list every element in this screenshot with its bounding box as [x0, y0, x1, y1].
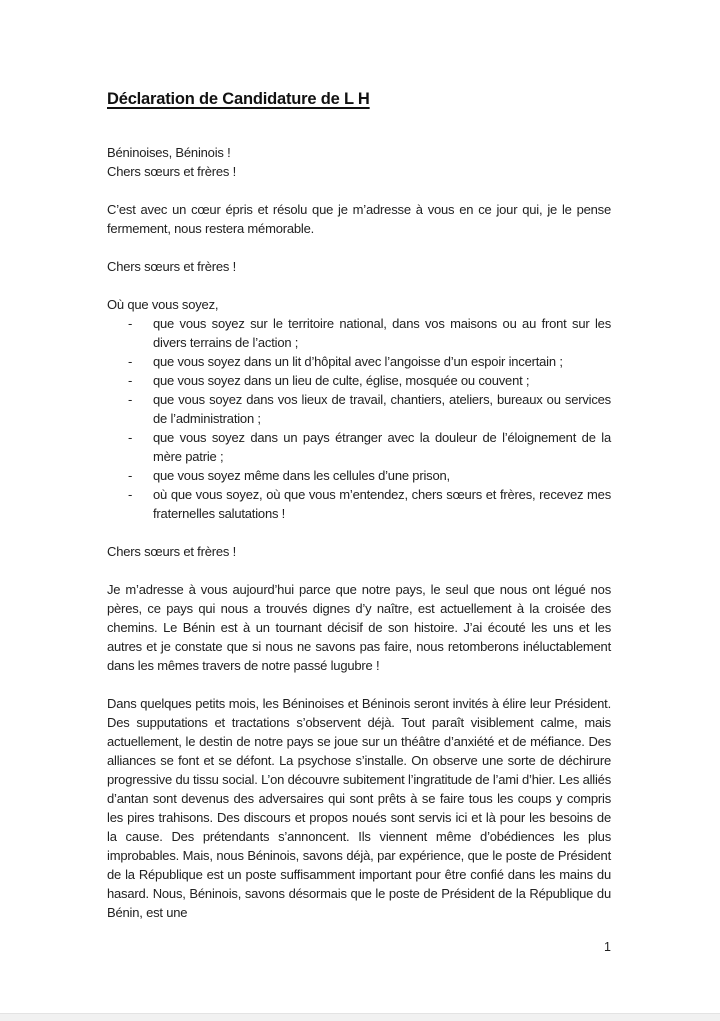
bullet-dash-icon: - — [128, 373, 133, 388]
bullet-item-text: que vous soyez dans un lieu de culte, église, mosquée ou couvent ; — [153, 373, 530, 388]
bullet-dash-icon: - — [128, 392, 133, 407]
document-content — [107, 0, 611, 922]
salutation-line: Béninoises, Béninois ! — [107, 145, 231, 160]
bullet-item — [107, 371, 611, 390]
bullet-item — [107, 352, 611, 371]
paragraph-elections: Dans quelques petits mois, les Béninoises et Béninois seront invités à élire leur Président. Des supputations et tractations s’observent déjà. Tout paraît visiblement calme, mais actuellement, le destin de notre pays se joue sur un théâtre d’anxiété et de méfiance. Des alliances se font et se défont. La psychose s’installe. On observe une sorte de déchirure progressive du tissu social. L’on découvre subitement l’ingratitude de l’ami d’hier. Les alliés d’antan sont devenus des adversaires qui sont prêts à se faire tous les coups y compris les pires trahisons. Des discours et propos noués sont servis ici et là pour les besoins de la cause. Des prétendants s’annoncent. Ils viennent même d’obédiences les plus improbables. Mais, nous Béninois, savons déjà, par expérience, que le poste de Président de la République est un poste suffisamment important pour être confié dans les mains du hasard. Nous, Béninois, savons désormais que le poste de Président de la République du Bénin, est une — [107, 696, 611, 920]
bullet-dash-icon: - — [128, 354, 133, 369]
page-number: 1 — [604, 940, 611, 954]
salutation-group — [107, 143, 611, 181]
bullet-item — [107, 466, 611, 485]
bullet-item-text: que vous soyez dans vos lieux de travail, chantiers, ateliers, bureaux ou services de l’administration ; — [153, 392, 611, 426]
viewer-page-edge — [0, 1013, 720, 1021]
bullet-item-text: que vous soyez dans un pays étranger avec la douleur de l’éloignement de la mère patrie ; — [153, 430, 611, 464]
salutation-line: Chers sœurs et frères ! — [107, 259, 237, 274]
paragraph-crossroads: Je m’adresse à vous aujourd’hui parce que notre pays, le seul que nous ont légué nos pères, ce pays qui nous a trouvés dignes d’y naître, est actuellement à la croisée des chemins. Le Bénin est à un tournant décisif de son histoire. J’ai écouté les uns et les autres et je constate que si nous ne savons pas faire, nous retomberons inéluctablement dans les mêmes travers de notre passé lugubre ! — [107, 582, 611, 673]
bullet-dash-icon: - — [128, 316, 133, 331]
bullet-item — [107, 314, 611, 352]
bullet-item-text: que vous soyez même dans les cellules d’une prison, — [153, 468, 450, 483]
bullet-dash-icon: - — [128, 487, 133, 502]
bullet-item-text: où que vous soyez, où que vous m’entendez, chers sœurs et frères, recevez mes fraternelles salutations ! — [153, 487, 611, 521]
bullet-item — [107, 428, 611, 466]
bullet-list — [107, 314, 611, 523]
salutation-line: Chers sœurs et frères ! — [107, 164, 237, 179]
bullet-item-text: que vous soyez sur le territoire national, dans vos maisons ou au front sur les divers terrains de l’action ; — [153, 316, 611, 350]
list-intro: Où que vous soyez, — [107, 297, 219, 312]
bullet-dash-icon: - — [128, 468, 133, 483]
bullet-item — [107, 485, 611, 523]
bullet-item — [107, 390, 611, 428]
paragraph-opening: C’est avec un cœur épris et résolu que je m’adresse à vous en ce jour qui, je le pense fermement, nous restera mémorable. — [107, 202, 611, 236]
document-title — [107, 88, 611, 110]
document-title-text: Déclaration de Candidature de L H — [107, 90, 370, 108]
bullet-item-text: que vous soyez dans un lit d’hôpital avec l’angoisse d’un espoir incertain ; — [153, 354, 563, 369]
salutation-line: Chers sœurs et frères ! — [107, 544, 237, 559]
bullet-dash-icon: - — [128, 430, 133, 445]
wherever-you-are-section — [107, 295, 611, 523]
